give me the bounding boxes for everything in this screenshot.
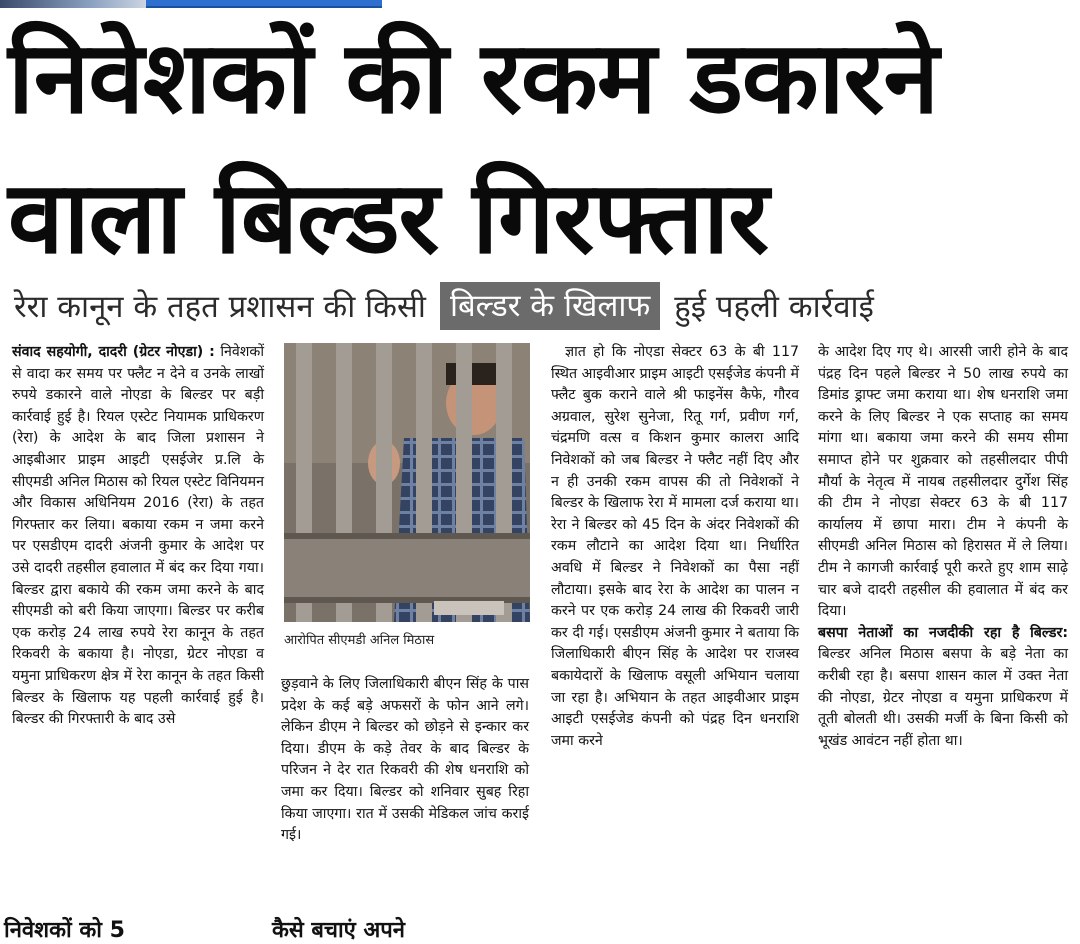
next-article-teaser <box>0 918 1080 943</box>
column-4-subsection <box>818 623 1068 753</box>
subsection-lead: बिल्डर: <box>1030 624 1068 641</box>
headline-line-2: वाला बिल्डर गिरफ्तार <box>8 159 769 276</box>
column-1-paragraph <box>12 342 264 731</box>
teaser-right: कैसे बचाएं अपने <box>272 918 405 943</box>
subhead-part-2: हुई पहली कार्रवाई <box>674 289 874 325</box>
column-3-text: ज्ञात हो कि नोएडा सेक्टर 63 के बी 117 स्थित आइवीआर प्राइम आइटी एसईजेड कंपनी में फ्लैट बुक कराने वाले श्री फाइनेंस कैफे, गौरव अग्रवाल, सुरेश सुनेजा, रितू गर्ग, प्रवीण गर्ग, चंद्रमणि वत्स व किशन कुमार कालरा आदि निवेशकों को जब बिल्डर ने फ्लैट नहीं दिए और न ही उनकी रकम वापस की तो निवेशकों ने बिल्डर के खिलाफ रेरा में मामला दर्ज कराया था। रेरा ने बिल्डर को 45 दिन के अंदर निवेशकों की रकम लौटाने का आदेश दिया था। निर्धारित अवधि में बिल्डर ने निवेशकों का पैसा नहीं लौटाया। इसके बाद रेरा के आदेश का पालन न करने पर एक करोड़ 24 लाख की रिकवरी जारी कर दी गई। एसडीएम अंजनी कुमार ने बताया कि जिलाधिकारी बीएन सिंह के आदेश पर राजस्व बकायेदारों के खिलाफ वसूली अभियान चलाया जा रहा है। अभियान के तहत आइवीआर प्राइम आइटी एसईजेड कंपनी को पंद्रह दिन धनराशि जमा करने <box>551 344 799 749</box>
top-photo-strip <box>0 0 150 8</box>
subhead-part-1: रेरा कानून के तहत प्रशासन की किसी <box>14 289 426 325</box>
headline-line-1: निवेशकों की रकम डकारने <box>8 19 938 136</box>
teaser-left: निवेशकों को 5 <box>4 918 125 943</box>
column-4-text: के आदेश दिए गए थे। आरसी जारी होने के बाद पंद्रह दिन पहले बिल्डर ने 50 लाख रुपये का डिमांड ड्राफ्ट जमा कराया था। शेष धनराशि जमा करने के लिए बिल्डर ने एक सप्ताह का समय मांगा था। बकाया जमा करने की समय सीमा समाप्त होने पर शुक्रवार को तहसीलदार पीपी मौर्या के नेतृत्व में नायब तहसीलदार दुर्गेश सिंह की टीम ने नोएडा सेक्टर 63 के बी 117 कार्यालय में छापा मारा। टीम ने कंपनी के सीएमडी अनिल मिठास को हिरासत में ले लिया। टीम ने कागजी कार्रवाई पूरी करते हुए शाम साढ़े चार बजे दादरी तहसील की हवालात में बंद कर दिया। <box>818 344 1068 620</box>
top-accent-bar <box>146 0 382 8</box>
column-1-text: निवेशकों से वादा कर समय पर फ्लैट न देने व उनके लाखों रुपये डकारने वाले नोएडा के बिल्डर पर बड़ी कार्रवाई हुई है। रियल एस्टेट नियामक प्राधिकरण (रेरा) के आदेश के बाद जिला प्रशासन ने आइबीआर प्राइम आइटी एसईजेर प्र.लि के सीएमडी अनिल मिठास को रियल एस्टेट विनियमन और विकास अधिनियम 2016 (रेरा) के तहत गिरफ्तार कर लिया। बकाया रकम न जमा करने पर एसडीएम दादरी अंजनी कुमार के आदेश पर उसे दादरी तहसील हवालात में बंद कर दिया गया। बिल्डर द्वारा बकाये की रकम जमा करने के बाद सीएमडी को बरी किया जाएगा। बिल्डर पर करीब एक करोड़ 24 लाख रुपये रेरा कानून के तहत रिकवरी के बकाया है। नोएडा, ग्रेटर नोएडा व यमुना प्राधिकरण क्षेत्र में रेरा कानून के तहत किसी बिल्डर के खिलाफ यह पहली कार्रवाई हुई है। बिल्डर की गिरफ्तारी के बाद उसे <box>12 344 264 728</box>
jail-photo-illustration <box>284 343 530 622</box>
column-2-text: छुड़वाने के लिए जिलाधिकारी बीएन सिंह के पास प्रदेश के कई बड़े अफसरों के फोन आने लगे। लेकिन डीएम ने बिल्डर को छोड़ने से इन्कार कर दिया। डीएम के कड़े तेवर के बाद बिल्डर के परिजन ने देर रात रिकवरी की शेष धनराशि को जमा कर दिया। बिल्डर को शनिवार सुबह रिहा किया जाएगा। रात में उसकी मेडिकल जांच कराई गई। <box>281 676 529 844</box>
column-4-text-2: बिल्डर अनिल मिठास बसपा के बड़े नेता का करीबी रहा है। बसपा शासन काल में उक्त नेता की नोएडा, ग्रेटर नोएडा व यमुना प्राधिकरण में तूती बोलती थी। उसकी मर्जी के बिना किसी को भूखंड आवंटन नहीं होता था। <box>818 646 1068 749</box>
article-column-4 <box>818 342 1068 902</box>
article-column-2 <box>281 674 529 904</box>
photo-caption: आरोपित सीएमडी अनिल मिठास <box>284 633 435 648</box>
article-column-1 <box>12 342 264 902</box>
subhead-highlight: बिल्डर के खिलाफ <box>440 282 660 330</box>
subsection-title: बसपा नेताओं का नजदीकी रहा है <box>818 624 1020 641</box>
byline: संवाद सहयोगी, दादरी (ग्रेटर नोएडा) : <box>12 344 215 360</box>
article-column-3 <box>551 342 799 902</box>
accused-photo <box>284 343 530 622</box>
subheadline <box>14 283 874 329</box>
